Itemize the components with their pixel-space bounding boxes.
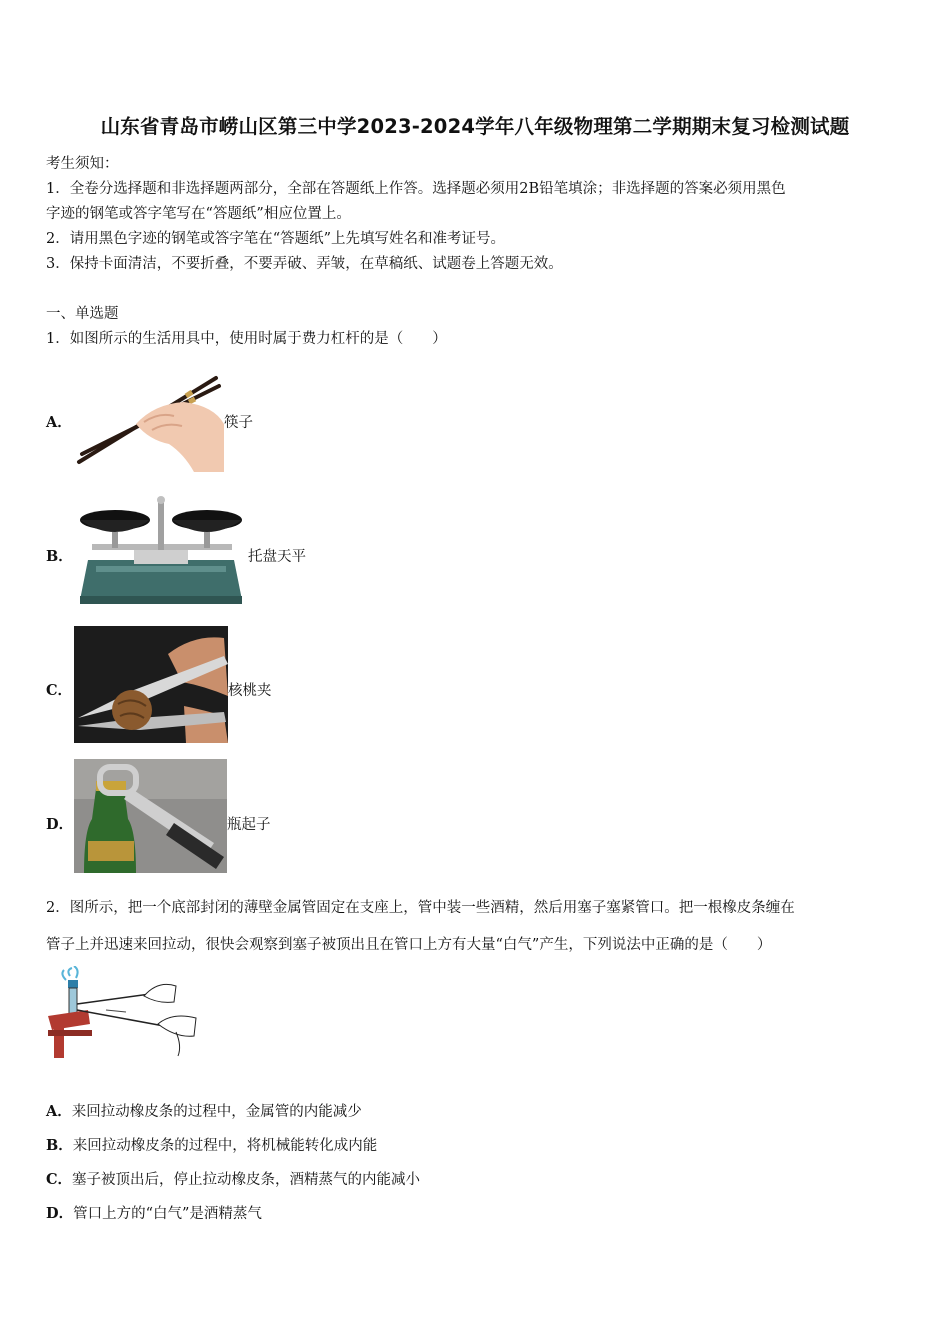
- notice-heading: 考生须知：: [46, 156, 119, 172]
- option-d-letter: D．: [46, 816, 74, 833]
- q2-option-b-text: 来回拉动橡皮条的过程中，将机械能转化成内能: [72, 1138, 378, 1154]
- question-2-option-c: [46, 1168, 420, 1189]
- q2-option-b-letter: B．: [46, 1137, 73, 1154]
- option-d-label: 瓶起子: [227, 817, 271, 833]
- option-b-label: 托盘天平: [248, 549, 306, 565]
- question-2-stem-line-1: 2．图所示，把一个底部封闭的薄壁金属管固定在支座上，管中装一些酒精，然后用塞子塞紧管口。把一根橡皮条缠在: [46, 900, 795, 916]
- q2-option-a-letter: A．: [46, 1103, 72, 1120]
- bottle-opener-image: [74, 759, 227, 873]
- section-heading: 一、单选题: [46, 306, 119, 322]
- option-b-letter: B．: [46, 548, 73, 565]
- chopsticks-image: [74, 364, 224, 472]
- option-a-label: 筷子: [224, 415, 253, 431]
- page-title: 山东省青岛市崂山区第三中学2023-2024学年八年级物理第二学期期末复习检测试题: [100, 115, 850, 138]
- option-c-letter: C．: [46, 682, 73, 699]
- question-2-stem-line-2: 管子上并迅速来回拉动，很快会观察到塞子被顶出且在管口上方有大量“白气”产生，下列说法中正确的是（ ）: [46, 937, 772, 953]
- notice-line-1: 1．全卷分选择题和非选择题两部分，全部在答题纸上作答。选择题必须用2B铅笔填涂；非选择题的答案必须用黑色: [46, 181, 786, 197]
- q2-option-a-text: 来回拉动橡皮条的过程中，金属管的内能减少: [71, 1104, 362, 1120]
- notice-line-2: 字迹的钢笔或答字笔写在“答题纸”相应位置上。: [46, 206, 351, 222]
- notice-line-3: 2．请用黑色字迹的钢笔或答字笔在“答题纸”上先填写姓名和准考证号。: [46, 231, 506, 247]
- question-2-option-d: [46, 1202, 262, 1223]
- option-a-letter: A．: [46, 414, 72, 431]
- question-2-option-b: [46, 1134, 377, 1155]
- option-c-label: 核桃夹: [228, 683, 272, 699]
- q2-option-d-text: 管口上方的“白气”是酒精蒸气: [73, 1206, 262, 1222]
- metal-tube-rubber-band-diagram: [46, 966, 200, 1060]
- question-1-stem: 1．如图所示的生活用具中，使用时属于费力杠杆的是（ ）: [46, 331, 447, 347]
- notice-line-4: 3．保持卡面清洁，不要折叠，不要弄破、弄皱，在草稿纸、试题卷上答题无效。: [46, 256, 563, 272]
- balance-scale-image: [74, 492, 248, 610]
- q2-option-d-letter: D．: [46, 1205, 74, 1222]
- q2-option-c-letter: C．: [46, 1171, 73, 1188]
- nutcracker-image: [74, 626, 228, 743]
- q2-option-c-text: 塞子被顶出后，停止拉动橡皮条，酒精蒸气的内能减小: [72, 1172, 421, 1188]
- question-2-option-a: [46, 1100, 362, 1121]
